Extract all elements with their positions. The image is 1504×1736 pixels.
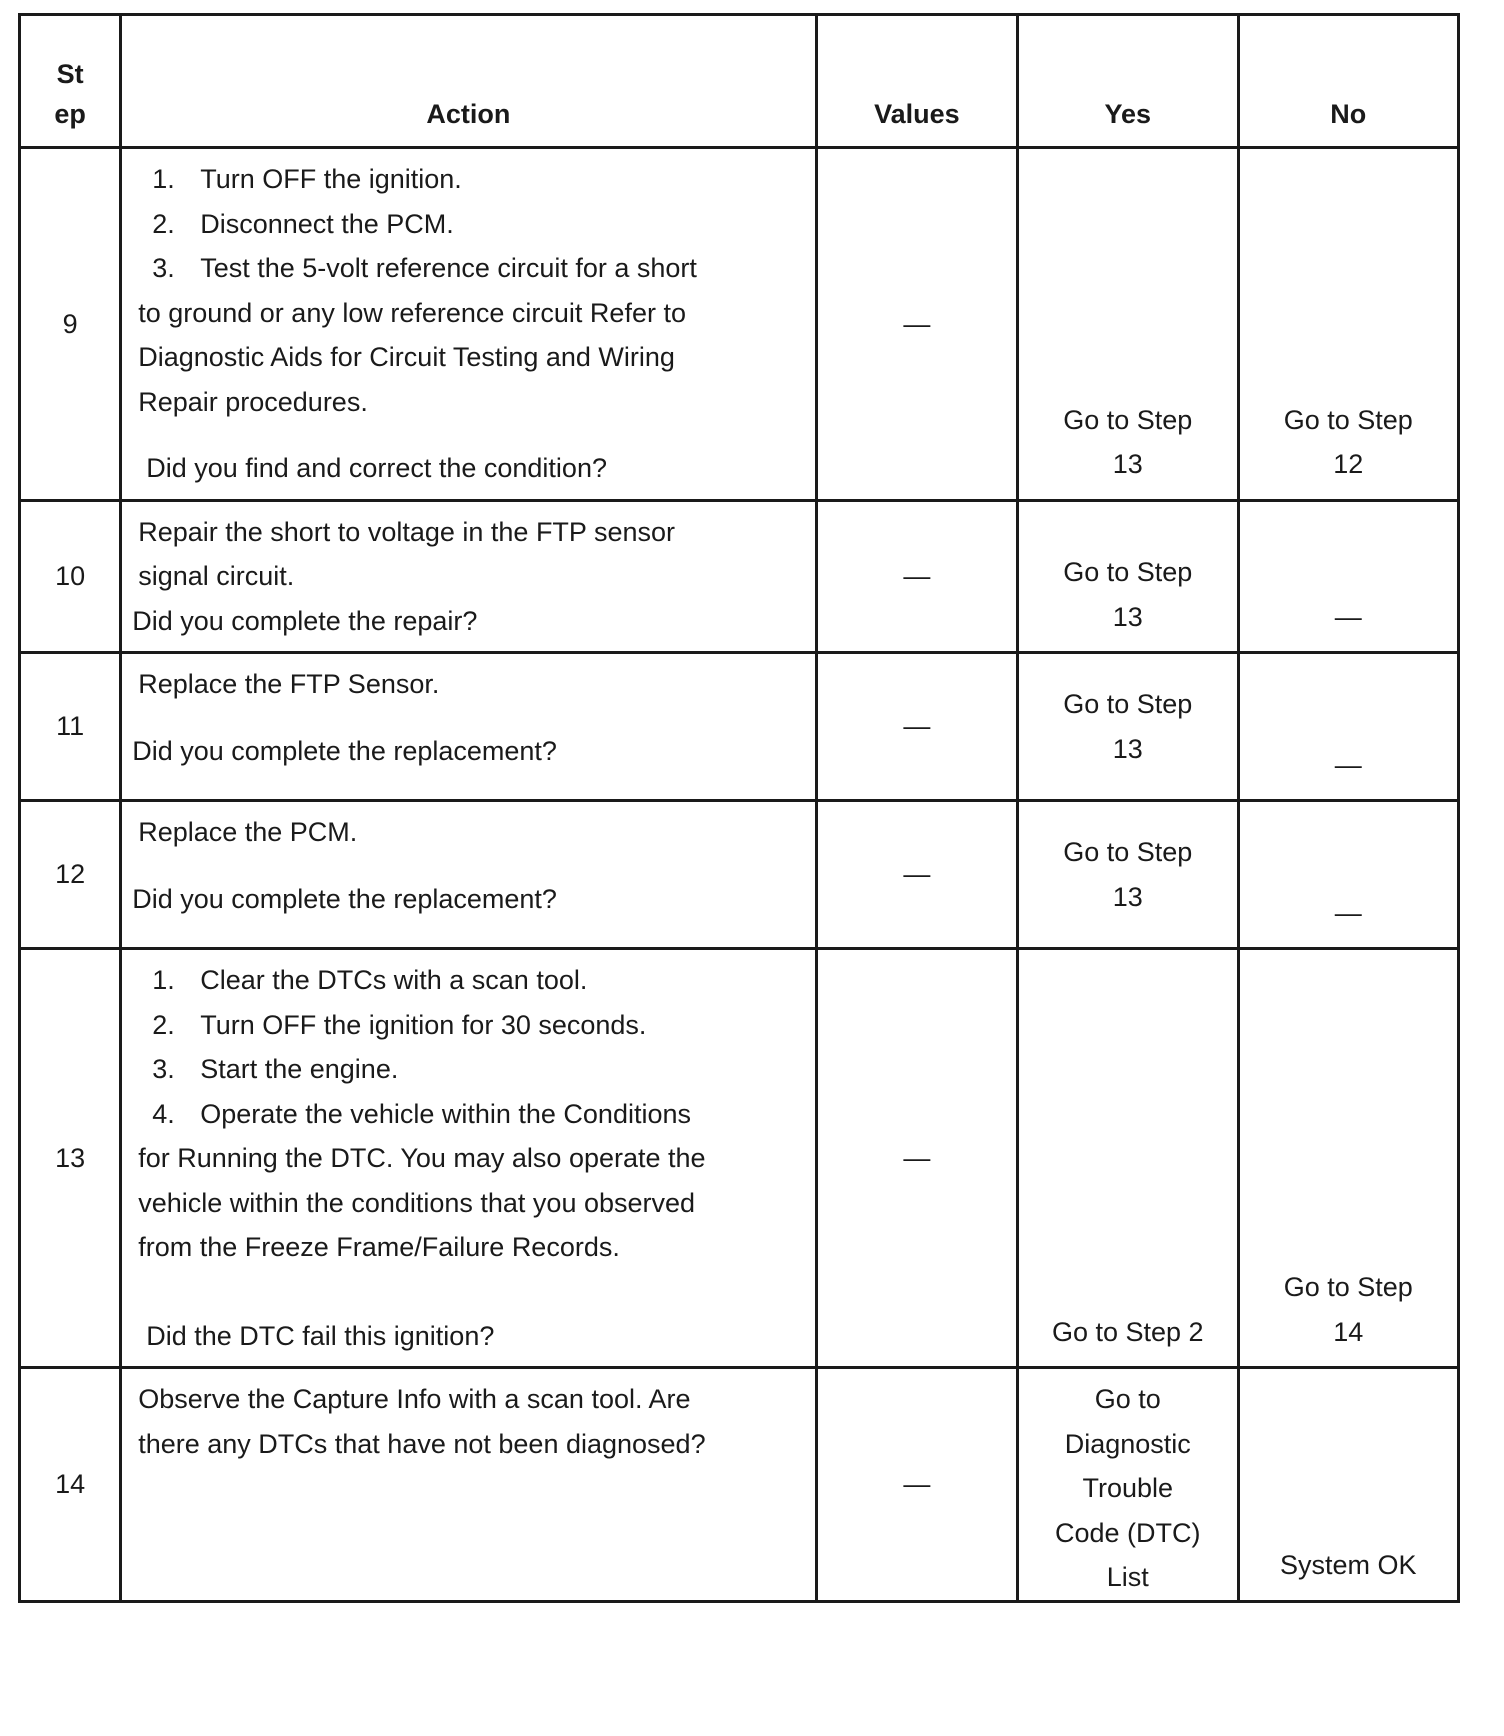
no-cell: —	[1238, 500, 1459, 653]
action-cell: Repair the short to voltage in the FTP sensor signal circuit. Did you complete the repair?	[121, 500, 816, 653]
action-item: 3. Start the engine.	[152, 1054, 399, 1084]
yes-cell: Go to Step 13	[1018, 653, 1238, 801]
action-question: Did the DTC fail this ignition?	[146, 1320, 495, 1351]
action-cell: Replace the PCM. Did you complete the replacement?	[121, 801, 816, 949]
header-action: Action	[121, 15, 816, 148]
action-question: Did you complete the replacement?	[132, 883, 557, 914]
values-cell: —	[816, 653, 1017, 801]
table-row	[20, 949, 1459, 1368]
values-cell: —	[816, 1368, 1017, 1602]
action-item: 2. Disconnect the PCM.	[152, 208, 454, 239]
table-row	[20, 801, 1459, 949]
step-number: 14	[20, 1368, 121, 1602]
yes-cell: Go to Step 13	[1018, 148, 1238, 501]
action-cell: Replace the FTP Sensor. Did you complete the replacement?	[121, 653, 816, 801]
diagnostic-steps-table	[18, 13, 1460, 1603]
action-item: 4. Operate the vehicle within the Conditions	[152, 1098, 691, 1129]
header-yes: Yes	[1018, 15, 1238, 148]
action-item: 1. Turn OFF the ignition.	[152, 164, 462, 194]
header-row	[20, 15, 1459, 148]
yes-cell: Go to Step 2	[1018, 949, 1238, 1368]
table-row	[20, 148, 1459, 501]
yes-cell: Go to Step 13	[1018, 801, 1238, 949]
no-cell: —	[1238, 801, 1459, 949]
action-question: Did you complete the replacement?	[132, 735, 557, 766]
values-cell: —	[816, 500, 1017, 653]
step-number: 12	[20, 801, 121, 949]
table-row	[20, 1368, 1459, 1602]
values-cell: —	[816, 148, 1017, 501]
step-number: 13	[20, 949, 121, 1368]
header-values: Values	[816, 15, 1017, 148]
action-question: Did you find and correct the condition?	[146, 453, 607, 483]
action-item: 3. Test the 5-volt reference circuit for a short	[152, 253, 697, 283]
no-cell: System OK	[1238, 1368, 1459, 1602]
step-number: 11	[20, 653, 121, 801]
header-step: St ep	[20, 15, 121, 148]
action-cell: Observe the Capture Info with a scan tool. Are there any DTCs that have not been diagnosed?	[121, 1368, 816, 1602]
no-cell: —	[1238, 653, 1459, 801]
values-cell: —	[816, 801, 1017, 949]
values-cell: —	[816, 949, 1017, 1368]
action-cell: 1. Turn OFF the ignition. 2. Disconnect the PCM. 3. Test the 5-volt reference circuit for a short to ground or any low reference circuit Refer to Diagnostic Aids for Circuit Testing and Wiring Repair procedures. Did you find and correct the condition?	[121, 148, 816, 501]
action-item: 2. Turn OFF the ignition for 30 seconds.	[152, 1009, 647, 1040]
yes-cell: Go to Diagnostic Trouble Code (DTC) List	[1018, 1368, 1238, 1602]
table-row	[20, 653, 1459, 801]
action-cell: 1. Clear the DTCs with a scan tool. 2. Turn OFF the ignition for 30 seconds. 3. Start the engine. 4. Operate the vehicle within the Conditions for Running the DTC. You may also operate the vehicle within the conditions that you observed from the Freeze Frame/Failure Records. Did the DTC fail this ignition?	[121, 949, 816, 1368]
action-item: 1. Clear the DTCs with a scan tool.	[152, 965, 588, 995]
header-no: No	[1238, 15, 1459, 148]
step-number: 10	[20, 500, 121, 653]
table-row	[20, 500, 1459, 653]
action-question: Did you complete the repair?	[132, 605, 478, 636]
no-cell: Go to Step 14	[1238, 949, 1459, 1368]
yes-cell: Go to Step 13	[1018, 500, 1238, 653]
no-cell: Go to Step 12	[1238, 148, 1459, 501]
step-number: 9	[20, 148, 121, 501]
